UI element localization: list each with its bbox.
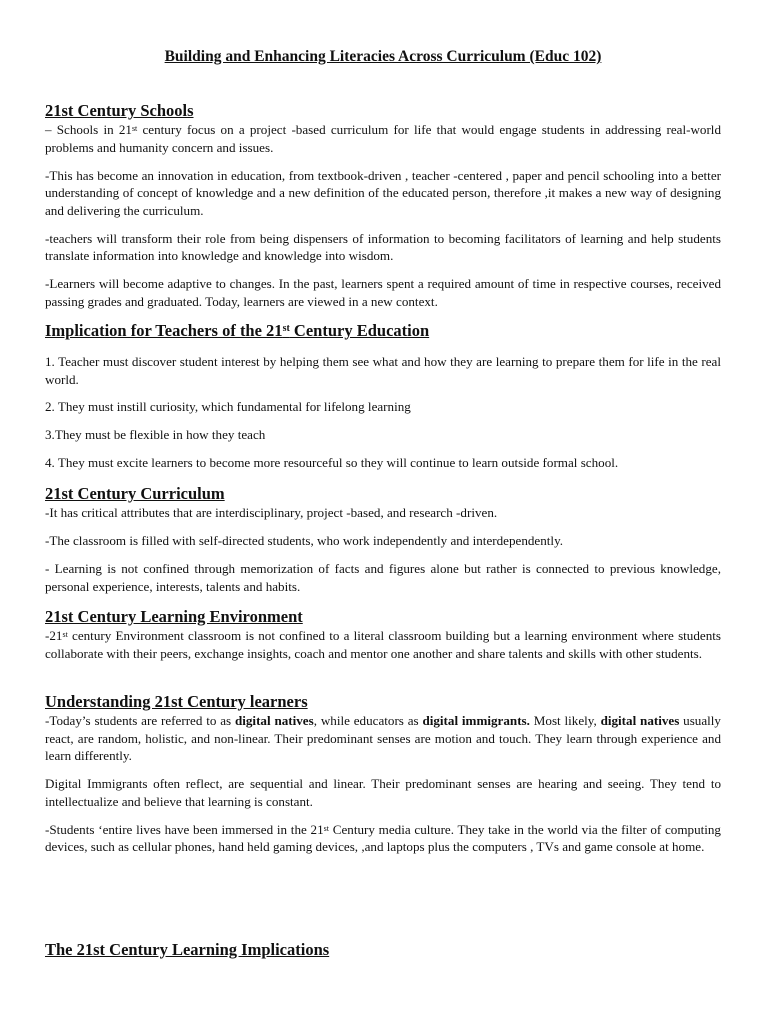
curriculum-paragraph-3: - Learning is not confined through memorization of facts and figures alone but rather is connected to previous knowledge, personal experience, interests, talents and habits. [45, 560, 721, 594]
environment-heading: 21st Century Learning Environment [45, 607, 303, 626]
schools-paragraph-4: -Learners will become adaptive to changes. In the past, learners spent a required amount of time in respective courses, received passing grades and graduated. Today, learners are viewed in a new context. [45, 276, 721, 309]
curriculum-heading: 21st Century Curriculum [45, 484, 225, 503]
term-digital-immigrants: digital immigrants. [422, 713, 530, 728]
schools-paragraph-1: – Schools in 21st century focus on a project -based curriculum for life that would engage students in addressing real-world problems and humanity concern and issues. [45, 122, 721, 155]
list-item: 1. Teacher must discover student interest by helping them see what and how they are learning to prepare them for life in the real world. [45, 354, 721, 387]
schools-heading: 21st Century Schools [45, 101, 194, 120]
section-learning-implications [45, 940, 721, 960]
implication-heading: Implication for Teachers of the 21st Century Education [45, 321, 430, 340]
environment-paragraph-1: -21st century Environment classroom is not confined to a literal classroom building but a learning environment where students collaborate with their peers, exchange insights, coach and mentor one another and share talents and skills with other students. [45, 628, 721, 661]
section-21st-century-schools [45, 101, 721, 311]
learners-paragraph-3: -Students ‘entire lives have been immersed in the 21st Century media culture. They take in the world via the filter of computing devices, such as cellular phones, hand held gaming devices, ,and laptops plus the computers , TVs and game console at home. [45, 821, 721, 855]
learners-paragraph-2: Digital Immigrants often reflect, are sequential and linear. Their predominant senses are hearing and seeing. They tend to intellectualize and believe that learning is constant. [45, 776, 721, 809]
section-understanding-learners [45, 692, 721, 856]
curriculum-paragraph-2: -The classroom is filled with self-directed students, who work independently and interdependently. [45, 532, 564, 548]
learners-heading: Understanding 21st Century learners [45, 692, 308, 711]
schools-paragraph-3: -teachers will transform their role from being dispensers of information to becoming facilitators of learning and help students translate information into knowledge and knowledge into wisdom. [45, 230, 721, 264]
curriculum-paragraph-1: -It has critical attributes that are interdisciplinary, project -based, and research -driven. [45, 505, 498, 520]
list-item: 3.They must be flexible in how they teach [45, 427, 266, 443]
list-item: 4. They must excite learners to become more resourceful so they will continue to learn outside formal school. [45, 455, 619, 471]
section-implication-for-teachers [45, 321, 721, 472]
implications-heading: The 21st Century Learning Implications [45, 940, 330, 959]
term-digital-natives: digital natives [234, 713, 314, 728]
list-item: 2. They must instill curiosity, which fundamental for lifelong learning [45, 399, 411, 415]
learners-paragraph-1: -Today’s students are referred to as digital natives, while educators as digital immigrants. Most likely, digital natives usually react, are random, holistic, and non-linear. Their predominant senses are motion and touch. They learn through experience and learn differently. [45, 713, 721, 764]
implication-list [45, 353, 721, 472]
term-digital-natives: digital natives [600, 713, 680, 728]
document-title: Building and Enhancing Literacies Across Curriculum (Educ 102) [164, 48, 602, 65]
section-learning-environment [45, 607, 721, 662]
schools-paragraph-2: -This has become an innovation in education, from textbook-driven , teacher -centered , paper and pencil schooling into a better understanding of concept of knowledge and a new definition of the educated person, therefore ,it makes a new way of designing and delivering the curriculum. [45, 167, 721, 218]
section-21st-century-curriculum [45, 484, 721, 595]
